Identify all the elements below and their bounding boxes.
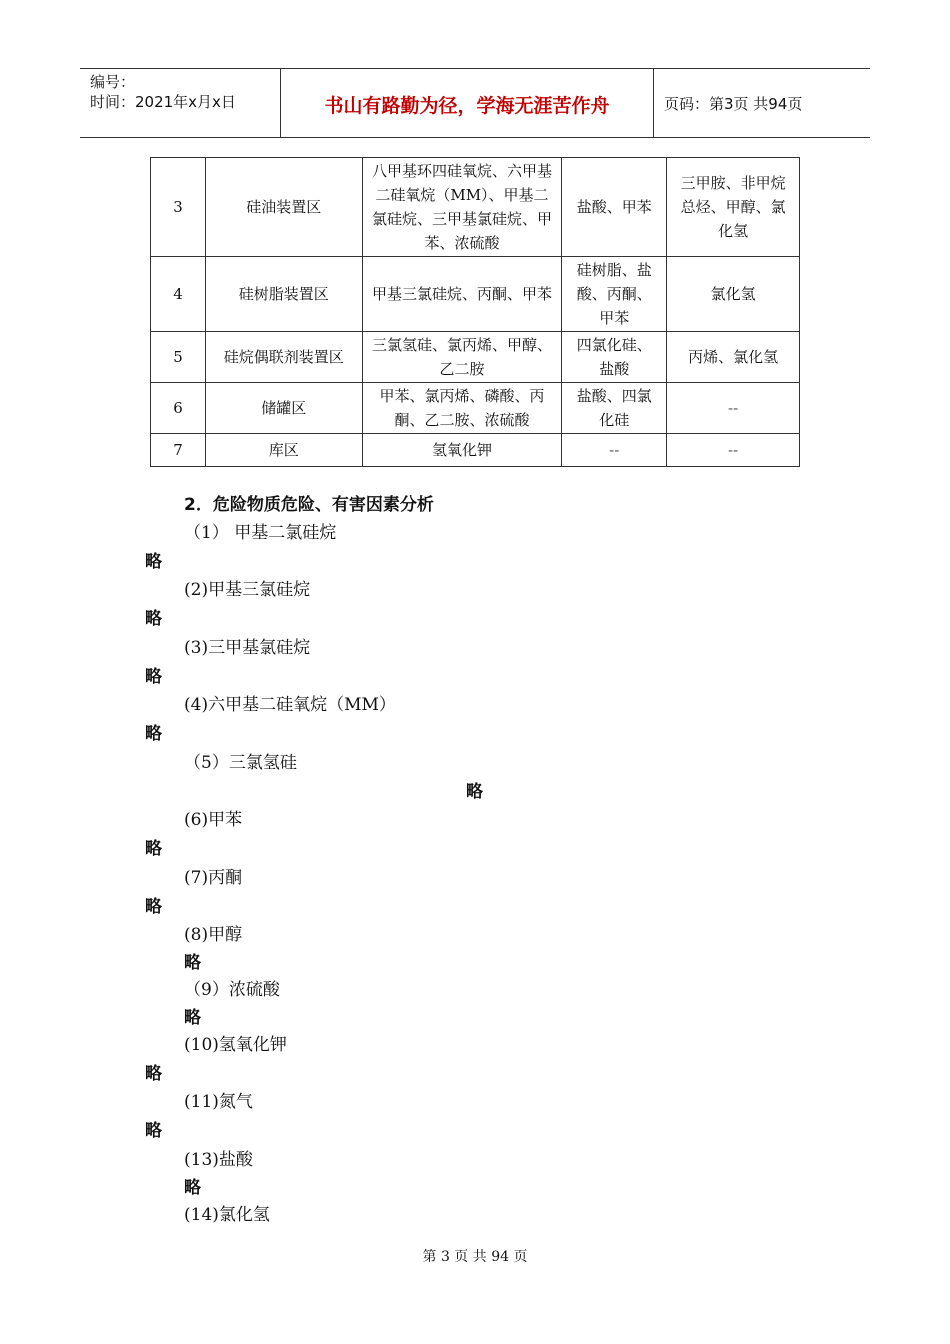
substance-note: 略 (145, 1121, 162, 1141)
header-motto: 书山有路勤为径，学海无涯苦作舟 (324, 95, 610, 117)
substance-label: （5）三氯氢硅 (184, 753, 297, 773)
cell-materials: 三氯氢硅、氯丙烯、甲醇、乙二胺 (362, 332, 562, 383)
section-title: 2．危险物质危险、有害因素分析 (184, 495, 434, 515)
header-page-number: 页码：第3页 共94页 (664, 95, 803, 113)
substance-label: (7)丙酮 (184, 868, 243, 888)
header-motto-cell (281, 69, 654, 137)
cell-emissions: -- (667, 383, 800, 434)
cell-byproducts: 盐酸、四氯化硅 (562, 383, 667, 434)
header-page-cell (654, 69, 870, 137)
cell-number: 5 (151, 332, 206, 383)
document-number-label: 编号： (90, 73, 136, 91)
substance-note: 略 (184, 953, 201, 973)
cell-emissions: 氯化氢 (667, 257, 800, 332)
substance-note: 略 (184, 1008, 201, 1028)
cell-byproducts: 四氯化硅、盐酸 (562, 332, 667, 383)
page-footer: 第 3 页 共 94 页 (422, 1249, 528, 1265)
hazard-materials-table (150, 157, 800, 467)
cell-byproducts: -- (562, 434, 667, 467)
cell-number: 4 (151, 257, 206, 332)
cell-area: 储罐区 (205, 383, 362, 434)
table-row (151, 332, 800, 383)
substance-note: 略 (145, 897, 162, 917)
substance-label: (11)氮气 (184, 1092, 253, 1112)
substance-label: （1） 甲基二氯硅烷 (184, 523, 337, 543)
cell-materials: 八甲基环四硅氧烷、六甲基二硅氧烷（MM）、甲基二氯硅烷、三甲基氯硅烷、甲苯、浓硫酸 (362, 158, 562, 257)
cell-materials: 甲苯、氯丙烯、磷酸、丙酮、乙二胺、浓硫酸 (362, 383, 562, 434)
cell-materials: 甲基三氯硅烷、丙酮、甲苯 (362, 257, 562, 332)
substance-note: 略 (145, 724, 162, 744)
table-row (151, 383, 800, 434)
page-header (80, 68, 870, 138)
substance-label: (13)盐酸 (184, 1150, 253, 1170)
substance-label: (14)氯化氢 (184, 1205, 270, 1225)
header-meta-cell (80, 69, 281, 137)
substance-note: 略 (145, 552, 162, 572)
table-row (151, 434, 800, 467)
cell-emissions: 丙烯、氯化氢 (667, 332, 800, 383)
substance-label: (2)甲基三氯硅烷 (184, 580, 311, 600)
substance-note: 略 (145, 609, 162, 629)
cell-area: 硅烷偶联剂装置区 (205, 332, 362, 383)
table-row (151, 257, 800, 332)
cell-area: 库区 (205, 434, 362, 467)
document-time-label: 时间：2021年x月x日 (90, 93, 236, 111)
cell-materials: 氢氧化钾 (362, 434, 562, 467)
substance-label: (6)甲苯 (184, 810, 243, 830)
substance-note: 略 (145, 1064, 162, 1084)
substance-note: 略 (145, 667, 162, 687)
substance-label: (8)甲醇 (184, 925, 243, 945)
substance-note: 略 (466, 782, 483, 802)
cell-emissions: -- (667, 434, 800, 467)
cell-byproducts: 盐酸、甲苯 (562, 158, 667, 257)
cell-number: 7 (151, 434, 206, 467)
cell-byproducts: 硅树脂、盐酸、丙酮、甲苯 (562, 257, 667, 332)
table-row (151, 158, 800, 257)
substance-label: (3)三甲基氯硅烷 (184, 638, 311, 658)
substance-note: 略 (184, 1178, 201, 1198)
substance-label: （9）浓硫酸 (184, 980, 280, 1000)
substance-label: (4)六甲基二硅氧烷（MM） (184, 695, 396, 715)
cell-number: 3 (151, 158, 206, 257)
cell-emissions: 三甲胺、非甲烷总烃、甲醇、氯化氢 (667, 158, 800, 257)
cell-area: 硅油装置区 (205, 158, 362, 257)
cell-area: 硅树脂装置区 (205, 257, 362, 332)
cell-number: 6 (151, 383, 206, 434)
substance-label: (10)氢氧化钾 (184, 1035, 287, 1055)
substance-note: 略 (145, 839, 162, 859)
